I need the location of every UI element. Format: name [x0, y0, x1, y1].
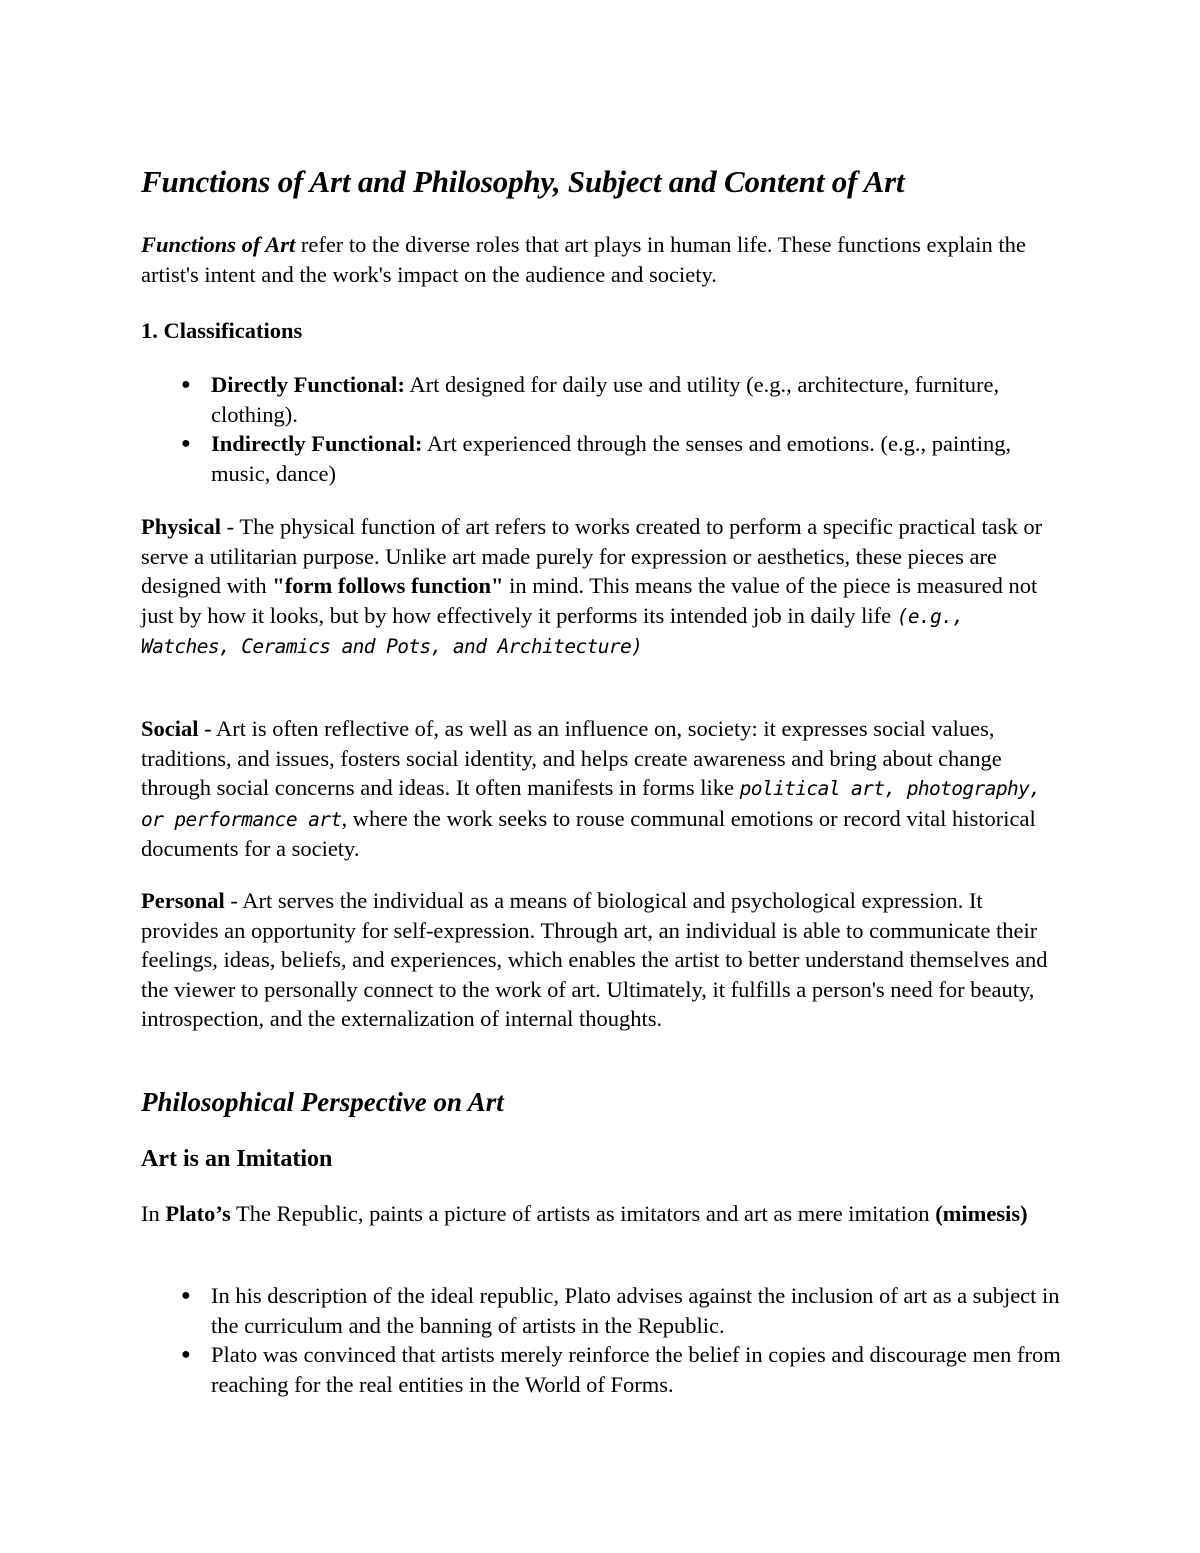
intro-text: refer to the diverse roles that art plays in human life. These functions explain the artist's intent and the work's impact on the audience and society. [141, 232, 1026, 287]
mimesis-term: (mimesis) [935, 1201, 1028, 1226]
plato-name: Plato’s [165, 1201, 231, 1226]
item-label: Indirectly Functional: [211, 431, 423, 456]
item-text: Plato was convinced that artists merely reinforce the belief in copies and discourage men from reaching for the real entities in the World of Forms. [211, 1342, 1061, 1397]
plato-intro-pre: In [141, 1201, 166, 1226]
classifications-heading: 1. Classifications [141, 318, 303, 343]
bullet-icon: ● [181, 435, 191, 452]
intro-term: Functions of Art [141, 232, 296, 257]
physical-text-1: - The physical function of art refers to works created to perform a specific practical task or serve a utilitarian purpose. Unlike art made purely for expression or aesthetics, these pieces are designed with [141, 514, 1043, 598]
plato-paragraph [141, 1199, 1061, 1229]
list-item [141, 370, 1061, 429]
bullet-icon: ● [181, 1287, 191, 1304]
physical-label: Physical [141, 514, 222, 539]
bullet-icon: ● [181, 1346, 191, 1363]
document-title: Functions of Art and Philosophy, Subject and Content of Art [141, 164, 905, 199]
bullet-icon: ● [181, 376, 191, 393]
physical-paragraph [141, 512, 1061, 662]
item-text: Art experienced through the senses and emotions. (e.g., painting, music, dance) [211, 431, 1012, 486]
item-label: Directly Functional: [211, 372, 405, 397]
item-text: Art designed for daily use and utility (e.g., architecture, furniture, clothing). [211, 372, 1000, 427]
social-label: Social [141, 716, 199, 741]
philosophy-heading: Philosophical Perspective on Art [141, 1087, 504, 1117]
physical-examples: (e.g., Watches, Ceramics and Pots, and Architecture) [141, 604, 964, 658]
social-text-2: , where the work seeks to rouse communal emotions or record vital historical documents for a society. [141, 805, 1036, 861]
social-text-1: - Art is often reflective of, as well as an influence on, society: it expresses social values, traditions, and issues, fosters social identity, and helps create awareness and bring about change through social concerns and ideas. It often manifests in forms like [141, 716, 1002, 800]
item-text: In his description of the ideal republic, Plato advises against the inclusion of art as a subject in the curriculum and the banning of artists in the Republic. [211, 1283, 1060, 1338]
list-item [141, 1340, 1061, 1399]
personal-text: - Art serves the individual as a means of biological and psychological expression. It provides an opportunity for self-expression. Through art, an individual is able to communicate their feelings, ideas, beliefs, and experiences, which enables the artist to better understand themselves and the viewer to personally connect to the work of art. Ultimately, it fulfills a person's need for beauty, introspection, and the externalization of internal thoughts. [141, 888, 1048, 1031]
intro-paragraph [141, 230, 1061, 289]
social-examples: political art, photography, or performance art [141, 777, 1041, 831]
imitation-subheading: Art is an Imitation [141, 1146, 333, 1172]
physical-bold-phrase: "form follows function" [272, 573, 504, 598]
physical-text-2: in mind. This means the value of the piece is measured not just by how it looks, but by how effectively it performs its intended job in daily life [141, 573, 1038, 628]
personal-label: Personal [141, 888, 225, 913]
plato-intro-mid: The Republic, paints a picture of artists as imitators and art as mere imitation [230, 1201, 936, 1226]
plato-list [141, 1281, 1061, 1399]
classifications-list [141, 370, 1061, 488]
social-paragraph [141, 714, 1061, 864]
list-item [141, 429, 1061, 488]
personal-paragraph [141, 886, 1061, 1034]
list-item [141, 1281, 1061, 1340]
